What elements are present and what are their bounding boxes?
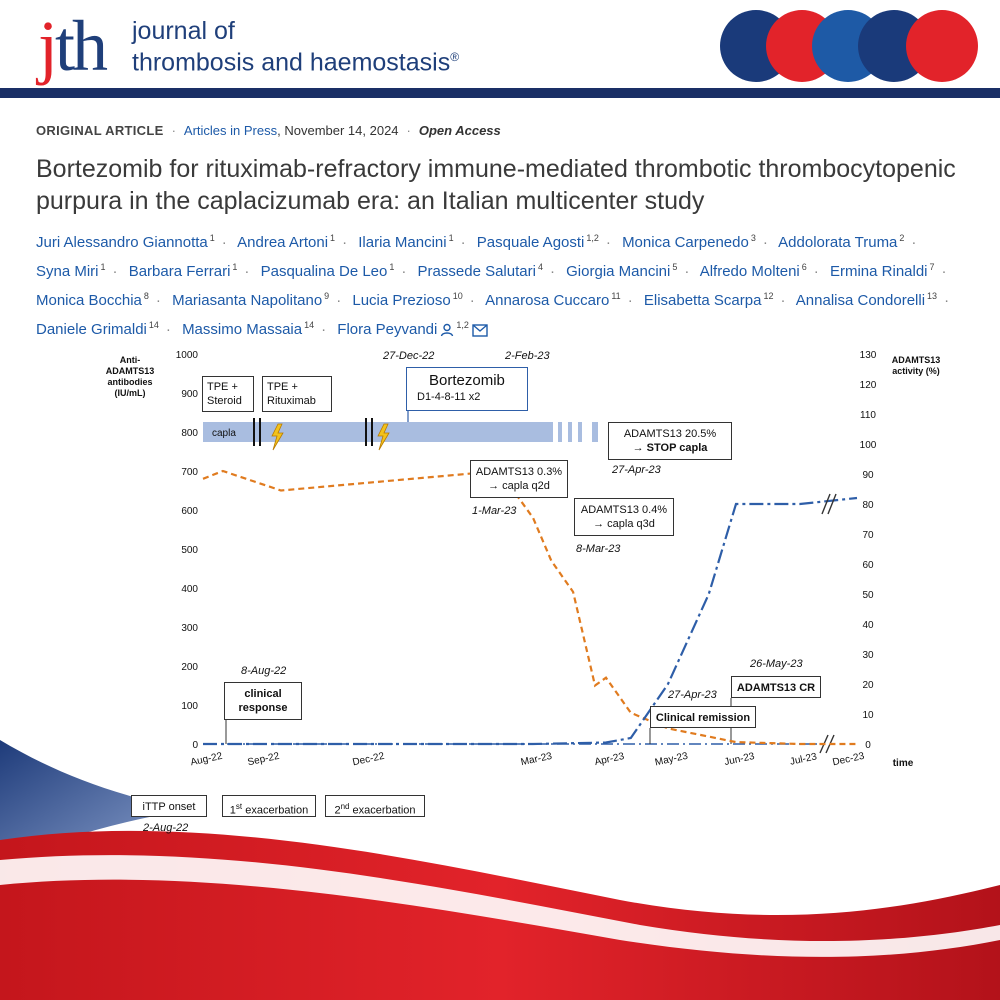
x-tick-label: Mar-23 [519,750,554,769]
right-tick-label: 120 [859,380,877,391]
author-name: Giorgia Mancini [566,263,671,280]
author-separator: · [221,234,227,251]
article-meta [36,123,501,138]
adamts13-0-3-line2: → capla q2d [488,480,550,492]
date-2-aug-22: 2-Aug-22 [143,822,189,834]
graphical-abstract-figure [0,340,1000,1000]
author-name: Monica Bocchia [36,292,142,309]
author-link[interactable] [261,263,395,280]
author-name: Barbara Ferrari [128,263,231,280]
author-separator: · [684,263,690,280]
author-affiliation: 1 [389,262,395,272]
tpe-rituximab-line2: Rituximab [267,395,316,407]
left-axis-title-line: ADAMTS13 [105,366,155,376]
author-name: Syna Miri [36,263,99,280]
left-tick-label: 500 [181,545,198,556]
left-tick-label: 200 [181,662,198,673]
author-affiliation: 14 [304,320,315,330]
author-name: Annalisa Condorelli [795,292,926,309]
left-tick-label: 800 [181,428,198,439]
author-separator: · [780,292,786,309]
x-axis-title: time [892,758,914,769]
second-exacerbation-label: exacerbation [349,804,416,817]
author-name: Elisabetta Scarpa [643,292,762,309]
right-axis-title [880,355,952,377]
author-name: Ermina Rinaldi [829,263,928,280]
date-2-feb-23: 2-Feb-23 [505,350,550,362]
author-affiliation: 7 [929,262,935,272]
adamts13-0-4-box [574,498,674,536]
author-name: Alfredo Molteni [699,263,800,280]
capla-taper-stripe [592,422,598,442]
clinical-response-line2: response [238,702,288,714]
author-affiliation: 1 [448,233,454,243]
second-exacerbation-num: 2 [334,804,341,817]
author-affiliation: 14 [148,320,159,330]
left-tick-label: 300 [181,623,198,634]
author-list [36,226,986,342]
author-affiliation: 12 [763,291,774,301]
first-exacerbation-num: 1 [229,804,236,817]
left-tick-label: 0 [192,740,198,751]
right-axis-title-line: activity (%) [892,366,940,376]
author-name: Flora Peyvandi [337,321,438,338]
bortezomib-connector-end [528,411,552,422]
author-name: Lucia Prezioso [352,292,451,309]
author-separator: · [112,263,118,280]
date-26-may-23: 26-May-23 [750,658,803,670]
author-link[interactable] [352,292,462,309]
publication-date: , November 14, 2024 [277,123,399,138]
author-affiliation: 3 [750,233,756,243]
clinical-response-box [224,682,302,720]
author-separator: · [813,263,819,280]
logo-letters-th: th [55,6,106,86]
tpe-rituximab-line1: TPE + [267,381,298,393]
adamts13-0-4-line2: → capla q3d [593,518,655,530]
author-name: Andrea Artoni [237,234,329,251]
logo-letter-j: j [38,6,56,86]
adamts13-20-5-box [608,422,732,460]
author-link[interactable] [796,292,937,309]
author-link[interactable] [358,234,453,251]
right-tick-label: 20 [862,680,874,691]
x-tick-label: Jun-23 [723,750,756,769]
journal-header [0,0,1000,98]
meta-separator: · [171,123,176,138]
author-affiliation: 10 [452,291,463,301]
left-axis-title-line: antibodies [107,377,153,387]
date-27-dec-22: 27-Dec-22 [383,350,435,362]
author-link[interactable] [485,292,621,309]
right-tick-label: 110 [860,410,876,421]
right-tick-label: 30 [862,650,874,661]
author-separator: · [911,234,917,251]
adamts13-cr-text: ADAMTS13 CR [736,682,816,694]
author-link[interactable] [36,263,106,280]
right-tick-label: 130 [859,350,877,361]
adamts13-cr-box [731,676,821,698]
author-name: Pasqualina De Leo [260,263,388,280]
author-separator: · [941,263,947,280]
author-affiliation: 8 [143,291,149,301]
jth-logo[interactable] [38,6,106,86]
author-affiliation: 11 [611,291,621,301]
right-tick-label: 0 [865,740,871,751]
left-axis-title-line: Anti- [119,355,141,365]
author-separator: · [944,292,950,309]
author-link[interactable] [418,263,543,280]
author-separator: · [401,263,407,280]
author-name: Monica Carpenedo [622,234,749,251]
author-name: Daniele Grimaldi [36,321,147,338]
journal-name-line1: journal of [132,17,235,45]
left-tick-label: 600 [181,506,198,517]
journal-name-line2 [132,44,459,75]
capla-treatment-bar [203,422,553,442]
mail-icon[interactable] [472,324,488,337]
author-link[interactable] [36,292,149,309]
author-separator: · [165,321,171,338]
author-affiliation: 1 [100,262,106,272]
date-27-apr-23-mid: 27-Apr-23 [668,689,717,701]
adamts13-0-4-line1: ADAMTS13 0.4% [580,504,668,516]
left-axis-title-line: (IU/mL) [114,388,146,398]
right-axis-title-line: ADAMTS13 [891,355,941,365]
left-tick-label: 900 [181,389,198,400]
left-axis-title [95,355,165,399]
article-title: Bortezomib for rituximab-refractory immune-mediated thrombotic thrombocytopenic purpura in the caplacizumab era: an Italian multicenter study [36,155,956,215]
author-link[interactable] [182,321,314,338]
date-27-apr-23-top: 27-Apr-23 [612,464,661,476]
second-exacerbation-sup: nd [340,802,350,811]
capla-taper-stripe [568,422,572,442]
author-affiliation: 13 [927,291,938,301]
first-exacerbation-label: exacerbation [242,804,309,817]
first-exacerbation-text [227,800,311,818]
author-separator: · [460,234,466,251]
author-separator: · [336,292,342,309]
clinical-remission-box [650,706,756,728]
author-affiliation: 4 [537,262,543,272]
author-link[interactable] [830,263,935,280]
meta-separator: · [406,123,411,138]
author-name: Pasquale Agosti [476,234,585,251]
x-tick-label: Dec-22 [351,750,386,769]
capla-label: capla [212,428,236,439]
x-tick-label: Apr-23 [593,751,626,769]
date-1-mar-23: 1-Mar-23 [472,505,517,517]
author-name: Addolorata Truma [778,234,898,251]
left-tick-label: 100 [181,701,198,712]
author-name: Ilaria Mancini [358,234,447,251]
author-name: Annarosa Cuccaro [485,292,610,309]
header-bar [0,88,1000,98]
second-exacerbation-box [325,795,425,817]
journal-name[interactable] [132,18,459,75]
date-8-aug-22: 8-Aug-22 [241,665,287,677]
author-affiliation: 9 [324,291,330,301]
author-affiliation: 1,2 [586,233,599,243]
x-tick-label: May-23 [654,750,689,769]
x-tick-label: Dec-23 [831,750,866,769]
author-link[interactable] [644,292,774,309]
right-tick-label: 40 [862,620,874,631]
author-separator: · [469,292,475,309]
author-separator: · [342,234,348,251]
author-affiliation: 1 [209,233,215,243]
right-tick-label: 100 [859,440,877,451]
person-icon [440,323,454,337]
author-separator: · [244,263,250,280]
brand-circle-5 [906,10,978,82]
author-link[interactable] [566,263,677,280]
ittp-onset-text: iTTP onset [142,801,196,813]
articles-in-press-link[interactable]: Articles in Press [183,123,278,138]
right-tick-label: 60 [862,560,874,571]
author-separator: · [155,292,161,309]
capla-taper-stripe [578,422,582,442]
clinical-response-line1: clinical [244,688,282,700]
right-tick-label: 80 [862,500,874,511]
right-tick-label: 70 [862,530,874,541]
clinical-remission-text: Clinical remission [655,712,751,724]
capla-taper-stripe [558,422,562,442]
author-link[interactable] [622,234,756,251]
left-tick-label: 400 [181,584,198,595]
adamts13-0-3-box [470,460,568,498]
author-separator: · [605,234,611,251]
author-affiliation: 5 [672,262,678,272]
adamts13-0-3-line1: ADAMTS13 0.3% [475,466,563,478]
author-link[interactable] [36,321,159,338]
first-exacerbation-sup: st [235,802,243,811]
x-tick-label: Sep-22 [246,750,281,769]
open-access-badge: Open Access [418,123,501,138]
second-exacerbation-text [330,800,420,818]
bortezomib-title: Bortezomib [429,372,505,389]
author-affiliation: 6 [801,262,807,272]
author-separator: · [627,292,633,309]
first-exacerbation-box [222,795,316,817]
date-8-mar-23: 8-Mar-23 [576,543,621,555]
tpe-steroid-line1: TPE + [207,381,238,393]
left-tick-label: 700 [181,467,198,478]
author-link[interactable] [237,234,335,251]
right-tick-label: 90 [862,470,874,481]
article-kind: ORIGINAL ARTICLE [36,123,164,138]
author-link[interactable] [700,263,807,280]
bortezomib-box [406,367,528,411]
timeline-chart [0,340,1000,1000]
author-name: Prassede Salutari [417,263,536,280]
author-affiliation: 1 [232,262,238,272]
tpe-rituximab-box [262,376,332,412]
x-tick-label: Jul-23 [789,751,818,768]
author-link[interactable] [36,234,215,251]
ittp-onset-box [131,795,207,817]
left-tick-label: 1000 [175,350,198,361]
adamts13-20-5-line1: ADAMTS13 20.5% [623,428,717,440]
author-link[interactable] [172,292,329,309]
brand-circles-icon [720,10,980,82]
bortezomib-schedule: D1-4-8-11 x2 [417,391,481,403]
author-link[interactable] [129,263,238,280]
registered-mark: ® [450,50,460,64]
journal-name-line2-text: thrombosis and haemostasis [132,48,451,77]
author-separator: · [762,234,768,251]
x-tick-label: Aug-22 [189,750,224,769]
author-link[interactable] [477,234,599,251]
author-link[interactable] [337,321,488,338]
author-name: Juri Alessandro Giannotta [36,234,208,251]
right-tick-label: 50 [862,590,874,601]
author-separator: · [321,321,327,338]
author-affiliation: 1 [330,233,336,243]
tpe-steroid-box [202,376,254,412]
author-link[interactable] [778,234,904,251]
adamts13-20-5-line2: → STOP capla [632,442,708,454]
tpe-steroid-line2: Steroid [207,395,242,407]
author-affiliation: 2 [899,233,905,243]
author-separator: · [549,263,555,280]
right-tick-label: 10 [862,710,874,721]
author-name: Massimo Massaia [182,321,303,338]
author-name: Mariasanta Napolitano [172,292,323,309]
author-affiliation: 1,2 [456,320,469,330]
